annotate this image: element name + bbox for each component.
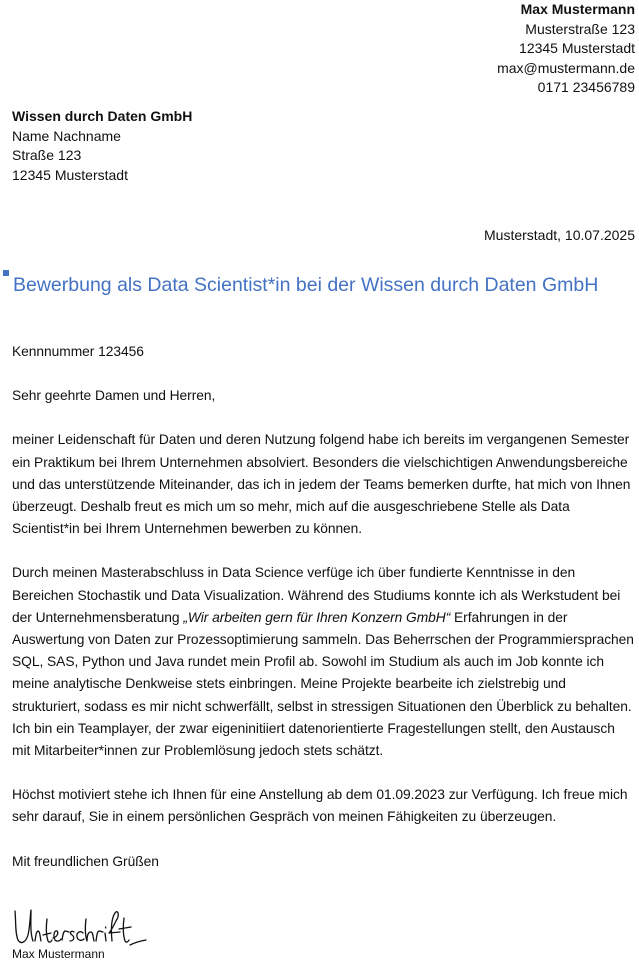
signer-name: Max Mustermann [12, 947, 105, 961]
sender-email: max@mustermann.de [497, 59, 635, 76]
sender-city: 12345 Musterstadt [519, 40, 635, 56]
subject-heading [3, 268, 623, 302]
recipient-street: Straße 123 [12, 147, 82, 163]
handwritten-signature [12, 905, 152, 947]
letter-date: Musterstadt, 10.07.2025 [484, 227, 635, 243]
company-quote: „Wir arbeiten gern für Ihren Konzern GmbH“ [183, 609, 451, 625]
paragraph-qualifications-part2: Erfahrungen in der Auswertung von Daten zur Prozessoptimierung sammeln. Das Beherrschen der Programmiersprachen SQL, SAS, Python und Java rundet mein Profil ab. Sowohl im Studium als auch im Job konnte ich meine analytische Denkweise stets einbringen. Meine Projekte bearbeite ich zielstrebig und strukturiert, sodass es mir nicht schwerfällt, selbst in stressigen Situationen den Überblick zu behalten. Ich bin ein Teamplayer, der zwar eigeninitiiert datenorientierte Fragestellungen stellt, den Austausch mit Mitarbeiter*innen zur Problemlösung jedoch stets schätzt. [12, 609, 634, 759]
sender-address-block [315, 0, 635, 98]
paragraph-qualifications [12, 562, 634, 762]
letter-body [12, 341, 634, 873]
recipient-city: 12345 Musterstadt [12, 166, 128, 183]
subject-text: Bewerbung als Data Scientist*in bei der Wissen durch Daten GmbH [13, 274, 599, 296]
sender-street: Musterstraße 123 [525, 20, 635, 37]
recipient-address-block [12, 107, 312, 185]
paragraph-qualifications-part1: Durch meinen Masterabschluss in Data Science verfüge ich über fundierte Kenntnisse in den Bereichen Stochastik und Data Visualization. Während des Studiums konnte ich als Werkstudent bei der Unternehmensberatung [12, 565, 621, 625]
recipient-contact: Name Nachname [12, 127, 121, 144]
sender-name: Max Mustermann [520, 1, 635, 17]
paragraph-availability: Höchst motiviert stehe ich Ihnen für eine Anstellung ab dem 01.09.2023 zur Verfügung. Ich freue mich sehr darauf, Sie in einem persönlichen Gespräch von meinen Fähigkeiten zu überzeugen. [12, 787, 628, 825]
recipient-company: Wissen durch Daten GmbH [12, 108, 193, 124]
paragraph-motivation: meiner Leidenschaft für Daten und deren Nutzung folgend habe ich bereits im vergangenen Semester ein Praktikum bei Ihrem Unternehmen absolviert. Besonders die vielschichtigen Anwendungsbereiche und das unterstützende Miteinander, das ich in jedem der Teams bemerken durfte, hat mich von Ihnen überzeugt. Deshalb freut es mich um so mehr, mich auf die ausgeschriebene Stelle als Data Scientist*in bei Ihrem Unternehmen bewerben zu können. [12, 432, 631, 537]
sender-phone: 0171 23456789 [537, 79, 635, 95]
closing-greeting: Mit freundlichen Grüßen [12, 853, 159, 869]
salutation: Sehr geehrte Damen und Herren, [12, 388, 216, 404]
reference-number: Kennnummer 123456 [12, 344, 144, 359]
